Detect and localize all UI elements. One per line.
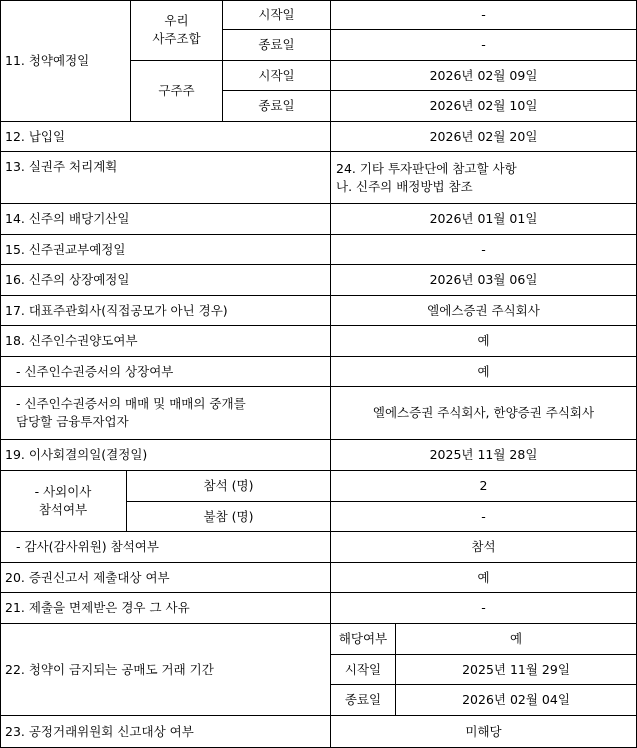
row-21-label: 21. 제출을 면제받은 경우 그 사유 [0,593,331,624]
short-sale-applicable-value: 예 [396,624,637,655]
short-sale-start-value: 2025년 11월 29일 [396,655,637,685]
row-12-label: 12. 납입일 [0,122,331,152]
row-19a-label [0,471,127,532]
short-sale-end-value: 2026년 02월 04일 [396,685,637,716]
row-13-label: 13. 실권주 처리계획 [0,152,331,204]
row-19b-value: 참석 [331,532,637,563]
row-11-label: 11. 청약예정일 [0,0,131,122]
row-19-value: 2025년 11월 28일 [331,440,637,471]
gujuju-end-label: 종료일 [223,91,331,122]
row-17-value: 엘에스증권 주식회사 [331,296,637,326]
row-18b-label-line2: 담당할 금융투자업자 [16,414,129,429]
short-sale-end-label: 종료일 [331,685,396,716]
row-18-label: 18. 신주인수권양도여부 [0,326,331,357]
woori-end-label: 종료일 [223,30,331,61]
woori-start-value: - [331,0,637,30]
row-12-value: 2026년 02월 20일 [331,122,637,152]
row-19-label: 19. 이사회결의일(결정일) [0,440,331,471]
gujuju-end-value: 2026년 02월 10일 [331,91,637,122]
row-21-value: - [331,593,637,624]
row-18b-label [0,387,331,440]
row-15-label: 15. 신주권교부예정일 [0,235,331,265]
row-13-value-line2: 나. 신주의 배정방법 참조 [336,178,473,194]
row-13-value-line1: 24. 기타 투자판단에 참고할 사항 [336,160,517,176]
woori-sajujohap-label [131,0,223,61]
row-19a-label-line2: 참석여부 [38,502,88,517]
gujuju-label: 구주주 [131,61,223,122]
short-sale-start-label: 시작일 [331,655,396,685]
row-23-label: 23. 공정거래위원회 신고대상 여부 [0,716,331,748]
row-20-value: 예 [331,563,637,593]
row-19a-label-line1: - 사외이사 [34,484,92,499]
attend-count-label: 참석 (명) [127,471,331,502]
woori-start-label: 시작일 [223,0,331,30]
absent-count-label: 불참 (명) [127,502,331,532]
absent-count-value: - [331,502,637,532]
row-15-value: - [331,235,637,265]
woori-label-line2: 사주조합 [152,31,201,46]
attend-count-value: 2 [331,471,637,502]
short-sale-applicable-label: 해당여부 [331,624,396,655]
gujuju-start-value: 2026년 02월 09일 [331,61,637,91]
gujuju-start-label: 시작일 [223,61,331,91]
row-17-label: 17. 대표주관회사(직접공모가 아닌 경우) [0,296,331,326]
row-18a-value: 예 [331,357,637,387]
row-18a-label: - 신주인수권증서의 상장여부 [0,357,331,387]
woori-label-line1: 우리 [164,13,189,28]
row-14-label: 14. 신주의 배당기산일 [0,204,331,235]
row-13-value [331,152,637,204]
row-16-label: 16. 신주의 상장예정일 [0,265,331,296]
row-14-value: 2026년 01월 01일 [331,204,637,235]
row-16-value: 2026년 03월 06일 [331,265,637,296]
row-20-label: 20. 증권신고서 제출대상 여부 [0,563,331,593]
row-18-value: 예 [331,326,637,357]
woori-end-value: - [331,30,637,61]
row-19b-label: - 감사(감사위원) 참석여부 [0,532,331,563]
row-18b-label-line1: - 신주인수권증서의 매매 및 매매의 중개를 [16,396,246,411]
row-22-label: 22. 청약이 금지되는 공매도 거래 기간 [0,624,331,716]
row-18b-value: 엘에스증권 주식회사, 한양증권 주식회사 [331,387,637,440]
row-23-value: 미해당 [331,716,637,748]
